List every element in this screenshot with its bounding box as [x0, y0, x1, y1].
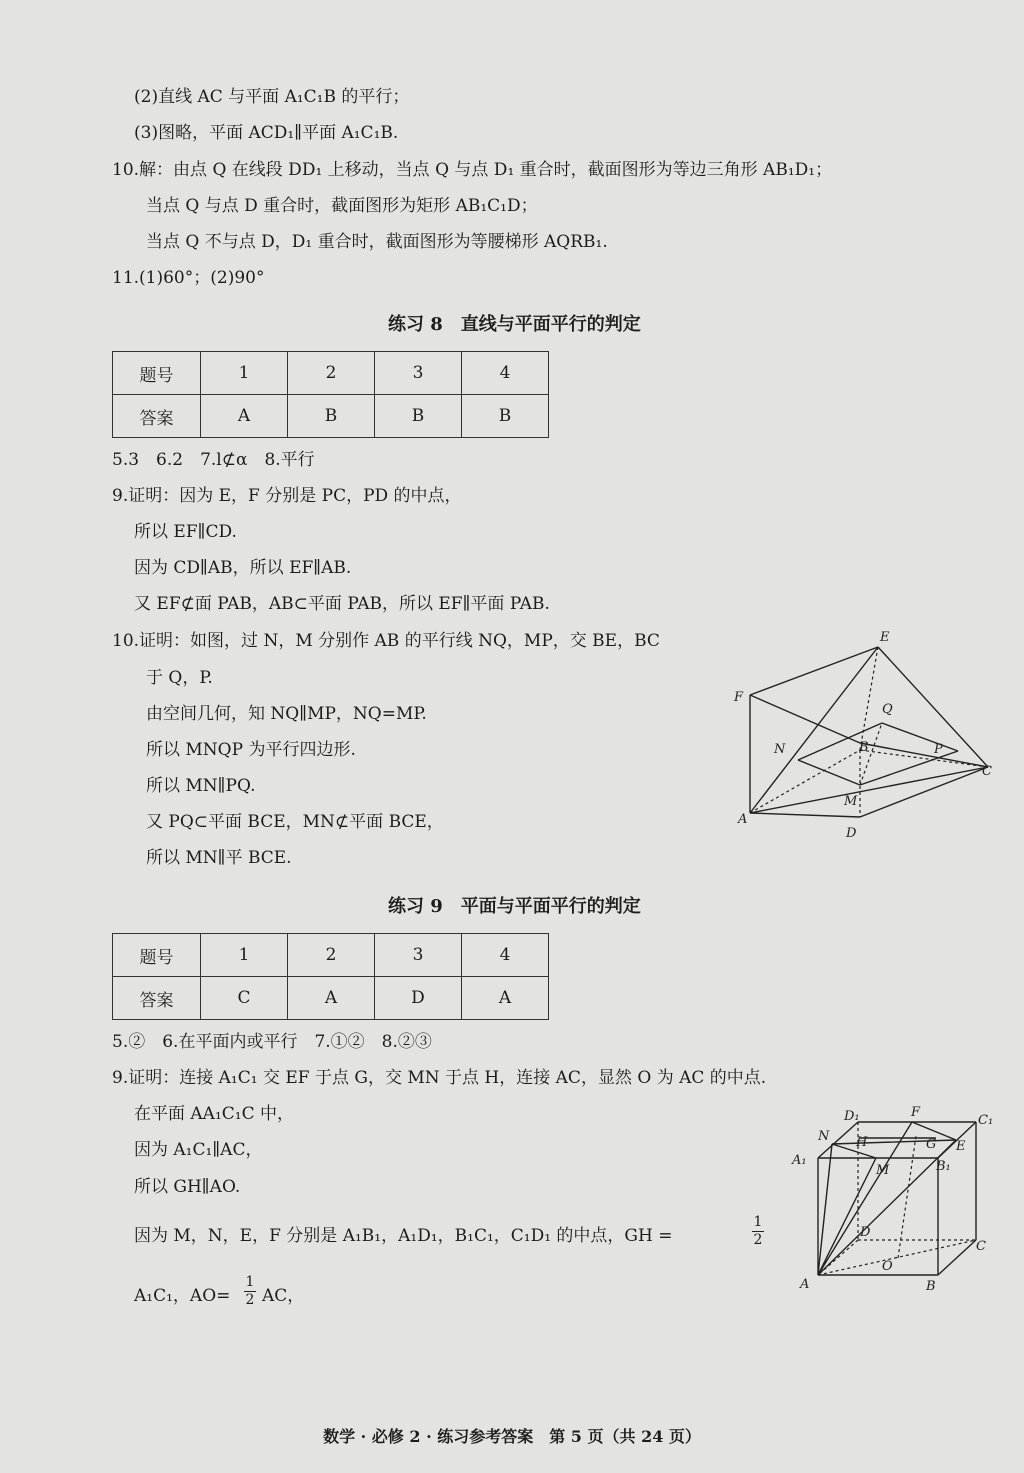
table-cell: B	[462, 395, 549, 438]
ex8-answer-table	[112, 351, 549, 438]
fraction-half	[240, 1274, 260, 1309]
table-cell: 3	[375, 352, 462, 395]
table-cell: 2	[288, 352, 375, 395]
figure-label: A	[800, 1277, 810, 1292]
line-3: 10.解：由点 Q 在线段 DD₁ 上移动，当点 Q 与点 D₁ 重合时，截面图形为等边三角形 AB₁D₁；	[112, 160, 833, 180]
ex8-fill: 5.3 6.2 7.l⊄α 8.平行	[112, 450, 315, 470]
line-1: (2)直线 AC 与平面 A₁C₁B 的平行；	[134, 87, 410, 107]
figure-label: B₁	[936, 1159, 951, 1174]
ex8-q9-line: 所以 EF∥CD.	[134, 522, 237, 542]
ex8-q10-line: 10.证明：如图，过 N，M 分别作 AB 的平行线 NQ，MP，交 BE，BC	[112, 631, 660, 651]
ex9-q9-line: A₁C₁，AO=	[134, 1286, 231, 1306]
page-footer: 数学 · 必修 2 · 练习参考答案 第 5 页（共 24 页）	[323, 1427, 701, 1446]
table-cell: 1	[201, 934, 288, 977]
ex9-q9-line: AC，	[262, 1286, 305, 1306]
table-row	[113, 352, 549, 395]
table-cell: B	[288, 395, 375, 438]
figure-label: A₁	[792, 1153, 807, 1168]
ex8-q10-line: 所以 MNQP 为平行四边形.	[146, 740, 356, 760]
table-cell: 4	[462, 934, 549, 977]
ex9-answer-table	[112, 933, 549, 1020]
ex9-title: 练习 9 平面与平面平行的判定	[388, 896, 641, 917]
figure-label: G	[926, 1137, 937, 1152]
line-4: 当点 Q 与点 D 重合时，截面图形为矩形 AB₁C₁D；	[146, 196, 538, 216]
figure-label: O	[882, 1259, 893, 1274]
figure-label: D	[860, 1225, 871, 1240]
ex8-q10-line: 于 Q，P.	[146, 668, 213, 688]
table-row	[113, 934, 549, 977]
ex9-q9-line: 因为 A₁C₁∥AC，	[134, 1140, 263, 1160]
table-cell: 题号	[113, 352, 201, 395]
fraction-denominator: 2	[245, 1292, 255, 1308]
table-cell: A	[288, 977, 375, 1020]
figure-label: Q	[882, 702, 893, 717]
figure-label: F	[911, 1105, 921, 1120]
table-cell: A	[201, 395, 288, 438]
ex9-q9-line: 9.证明：连接 A₁C₁ 交 EF 于点 G，交 MN 于点 H，连接 AC，显然 O 为 AC 的中点.	[112, 1068, 767, 1088]
figure-label: B	[926, 1279, 936, 1294]
line-6: 11.(1)60°；(2)90°	[112, 268, 265, 288]
fraction-denominator: 2	[753, 1232, 763, 1248]
figure-label: M	[844, 794, 858, 809]
table-cell: 3	[375, 934, 462, 977]
ex8-title: 练习 8 直线与平面平行的判定	[388, 314, 641, 335]
fraction-half	[748, 1214, 768, 1249]
figure-label: F	[734, 690, 744, 705]
ex8-q10-line: 所以 MN∥平 BCE.	[146, 848, 292, 868]
figure-label: N	[774, 742, 786, 757]
table-cell: A	[462, 977, 549, 1020]
table-cell: 4	[462, 352, 549, 395]
table-cell: 题号	[113, 934, 201, 977]
ex8-q9-line: 又 EF⊄面 PAB，AB⊂平面 PAB，所以 EF∥平面 PAB.	[134, 594, 550, 614]
figure-label: D	[846, 826, 857, 841]
ex9-q9-line: 所以 GH∥AO.	[134, 1177, 241, 1197]
table-row	[113, 395, 549, 438]
ex9-q9-line: 在平面 AA₁C₁C 中，	[134, 1104, 295, 1124]
table-cell: 1	[201, 352, 288, 395]
table-cell: 答案	[113, 395, 201, 438]
table-row	[113, 977, 549, 1020]
figure-label: P	[934, 742, 943, 757]
ex9-figure	[780, 1100, 1010, 1295]
ex9-q9-line: 因为 M，N，E，F 分别是 A₁B₁，A₁D₁，B₁C₁，C₁D₁ 的中点，GH =	[134, 1226, 673, 1246]
ex8-figure	[720, 625, 1010, 845]
table-cell: B	[375, 395, 462, 438]
ex8-q10-line: 所以 MN∥PQ.	[146, 776, 256, 796]
table-cell: D	[375, 977, 462, 1020]
figure-label: E	[956, 1139, 966, 1154]
fraction-numerator: 1	[753, 1214, 763, 1230]
ex8-q9-line: 因为 CD∥AB，所以 EF∥AB.	[134, 558, 352, 578]
table-cell: 答案	[113, 977, 201, 1020]
fraction-numerator: 1	[245, 1274, 255, 1290]
figure-label: H	[856, 1135, 868, 1150]
ex8-q10-line: 由空间几何，知 NQ∥MP，NQ=MP.	[146, 704, 427, 724]
figure-label: A	[738, 812, 748, 827]
figure-label: N	[818, 1129, 830, 1144]
table-cell: 2	[288, 934, 375, 977]
figure-label: B	[859, 740, 869, 755]
line-2: (3)图略，平面 ACD₁∥平面 A₁C₁B.	[134, 123, 399, 143]
line-5: 当点 Q 不与点 D，D₁ 重合时，截面图形为等腰梯形 AQRB₁.	[146, 232, 608, 252]
figure-label: D₁	[844, 1109, 860, 1124]
figure-label: M	[876, 1163, 890, 1178]
ex8-q9-line: 9.证明：因为 E，F 分别是 PC，PD 的中点，	[112, 486, 462, 506]
ex9-fill: 5.② 6.在平面内或平行 7.①② 8.②③	[112, 1032, 432, 1052]
ex8-q10-line: 又 PQ⊂平面 BCE，MN⊄平面 BCE，	[146, 812, 444, 832]
figure-label: E	[880, 630, 890, 645]
figure-label: C	[982, 764, 992, 779]
figure-label: C₁	[978, 1113, 994, 1128]
figure-label: C	[976, 1239, 986, 1254]
table-cell: C	[201, 977, 288, 1020]
